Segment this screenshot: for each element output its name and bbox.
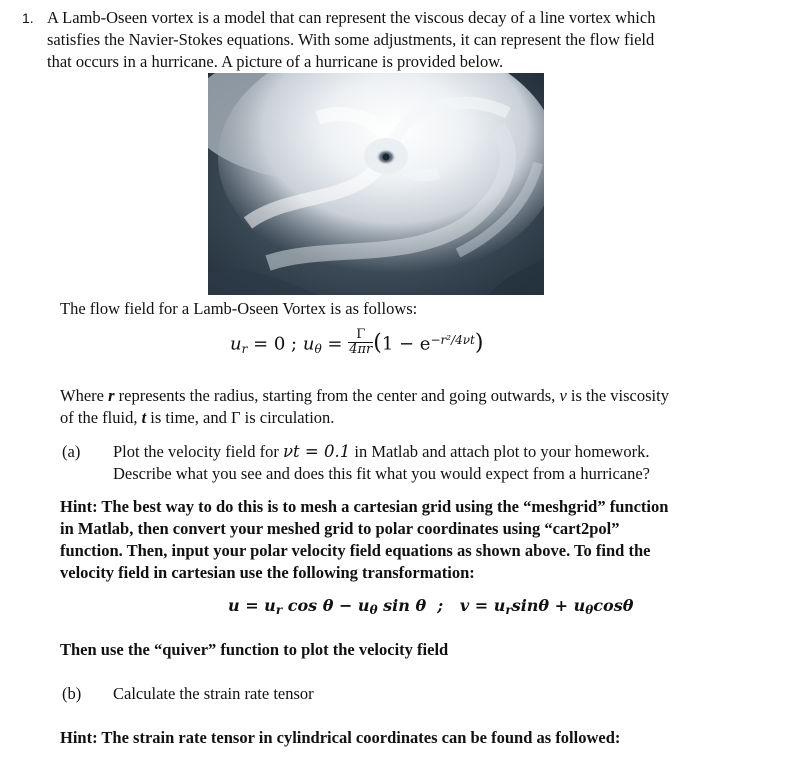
tr-right-sub-r: r (505, 603, 512, 617)
where-text-c: is the viscosity (566, 386, 669, 405)
intro-line-2: satisfies the Navier-Stokes equations. With some adjustments, it can represent the flow field (47, 30, 655, 49)
where-text-a: Where (60, 386, 109, 405)
eq-equals: = (321, 333, 349, 355)
where-text-e: is time, and Γ is circulation. (146, 408, 335, 427)
part-b-text: Calculate the strain rate tensor (113, 684, 314, 703)
eq-ut: u (302, 333, 315, 355)
intro-line-3: that occurs in a hurricane. A picture of a hurricane is provided below. (47, 52, 504, 71)
eq-ut-sub: θ (314, 341, 322, 356)
part-a-text-b: in Matlab and attach plot to your homework. (350, 442, 650, 461)
hint1-line-2: in Matlab, then convert your meshed grid to polar coordinates using “cart2pol” (60, 519, 620, 538)
part-a-text-a: Plot the velocity field for (113, 442, 284, 461)
eq-paren-close: ) (474, 330, 484, 356)
where-line-1 (60, 385, 669, 407)
part-a-math: νt = 0.1 (283, 442, 351, 461)
hint1-line-3: function. Then, input your polar velocity field equations as shown above. To find the (60, 541, 651, 560)
eq-exponent: −r²/4νt (430, 332, 475, 347)
part-a-line-1 (113, 441, 649, 463)
eq-ur: u (230, 333, 242, 355)
eq-fraction (348, 328, 373, 357)
hint2-line: Hint: The strain rate tensor in cylindrical coordinates can be found as followed: (60, 728, 621, 747)
where-line-2 (60, 407, 334, 429)
hurricane-satellite-image (208, 73, 544, 295)
eq-ur-sub: r (241, 341, 248, 356)
tr-right-sub-t: θ (585, 603, 594, 617)
transform-equation (228, 596, 633, 615)
part-a-label: (a) (62, 442, 81, 461)
tr-right-mid: sinθ + u (511, 596, 586, 615)
tr-right-end: cosθ (593, 596, 634, 615)
where-t: t (141, 408, 147, 427)
where-text-d: of the fluid, (60, 408, 142, 427)
where-nu: ν (559, 386, 567, 405)
flow-field-intro: The flow field for a Lamb-Oseen Vortex is as follows: (60, 299, 418, 318)
eq-frac-num: Γ (356, 327, 366, 342)
part-b-label: (b) (62, 684, 82, 703)
part-a-line-2: Describe what you see and does this fit what you would expect from a hurricane? (113, 464, 650, 483)
tr-left-sub-t: θ (369, 603, 378, 617)
question-number: 1. (22, 10, 34, 26)
eq-frac-den: 4πr (349, 342, 373, 357)
quiver-line: Then use the “quiver” function to plot the velocity field (60, 640, 449, 659)
where-text-b: represents the radius, starting from the center and going outwards, (114, 386, 560, 405)
tr-left: u = u (228, 596, 276, 615)
hint1-line-4: velocity field in cartesian use the following transformation: (60, 563, 475, 582)
hint1-line-1: Hint: The best way to do this is to mesh a cartesian grid using the “meshgrid” function (60, 497, 669, 516)
eq-one-minus: 1 − e (381, 333, 431, 355)
intro-line-1: A Lamb-Oseen vortex is a model that can represent the viscous decay of a line vortex which (47, 8, 656, 27)
eq-zero-sep: = 0 ; (247, 333, 303, 355)
where-r: r (108, 386, 115, 405)
tr-right: v = u (459, 596, 506, 615)
tr-left-sub-r: r (275, 603, 283, 617)
tr-left-mid: cos θ − u (282, 596, 370, 615)
lamb-oseen-equation (230, 327, 484, 359)
tr-left-end: sin θ ; (377, 596, 460, 615)
eq-paren-open: ( (373, 330, 382, 356)
